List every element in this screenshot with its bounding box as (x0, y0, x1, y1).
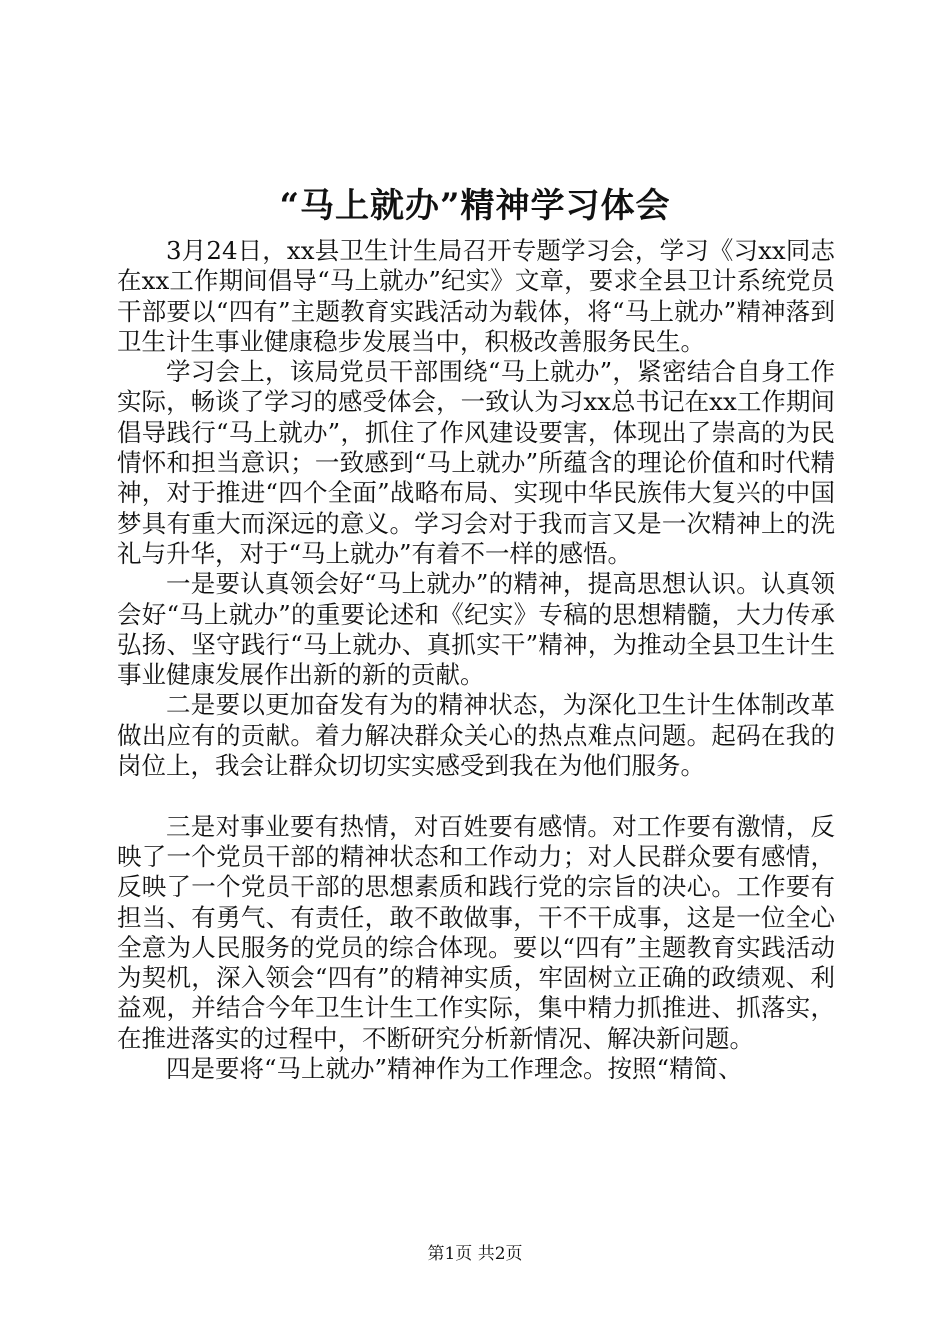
paragraph-1: 3月24日，xx县卫生计生局召开专题学习会，学习《习xx同志在xx工作期间倡导“马上就办”纪实》文章，要求全县卫计系统党员干部要以“四有”主题教育实践活动为载体，将“马上就办”精神落到卫生计生事业健康稳步发展当中，积极改善服务民生。 (117, 236, 835, 356)
document-body (117, 236, 835, 1084)
paragraph-6: 四是要将“马上就办”精神作为工作理念。按照“精简、 (166, 1054, 743, 1084)
document-title: “马上就办”精神学习体会 (279, 186, 671, 226)
paragraph-2: 学习会上，该局党员干部围绕“马上就办”，紧密结合自身工作实际，畅谈了学习的感受体会，一致认为习xx总书记在xx工作期间倡导践行“马上就办”，抓住了作风建设要害，体现出了崇高的为民情怀和担当意识；一致感到“马上就办”所蕴含的理论价值和时代精神，对于推进“四个全面”战略布局、实现中华民族伟大复兴的中国梦具有重大而深远的意义。学习会对于我而言又是一次精神上的洗礼与升华，对于“马上就办”有着不一样的感悟。 (117, 357, 835, 568)
page-number-footer: 第1页 共2页 (427, 1244, 523, 1264)
paragraph-5: 三是对事业要有热情，对百姓要有感情。对工作要有激情，反映了一个党员干部的精神状态和工作动力；对人民群众要有感情，反映了一个党员干部的思想素质和践行党的宗旨的决心。工作要有担当、有勇气、有责任，敢不敢做事，干不干成事，这是一位全心全意为人民服务的党员的综合体现。要以“四有”主题教育实践活动为契机，深入领会“四有”的精神实质，牢固树立正确的政绩观、利益观，并结合今年卫生计生工作实际，集中精力抓推进、抓落实，在推进落实的过程中，不断研究分析新情况、解决新问题。 (117, 811, 835, 1053)
paragraph-4: 二是要以更加奋发有为的精神状态，为深化卫生计生体制改革做出应有的贡献。着力解决群众关心的热点难点问题。起码在我的岗位上，我会让群众切切实实感受到我在为他们服务。 (117, 690, 835, 781)
paragraph-3: 一是要认真领会好“马上就办”的精神，提高思想认识。认真领会好“马上就办”的重要论述和《纪实》专稿的思想精髓，大力传承弘扬、坚守践行“马上就办、真抓实干”精神，为推动全县卫生计生事业健康发展作出新的新的贡献。 (117, 569, 835, 690)
